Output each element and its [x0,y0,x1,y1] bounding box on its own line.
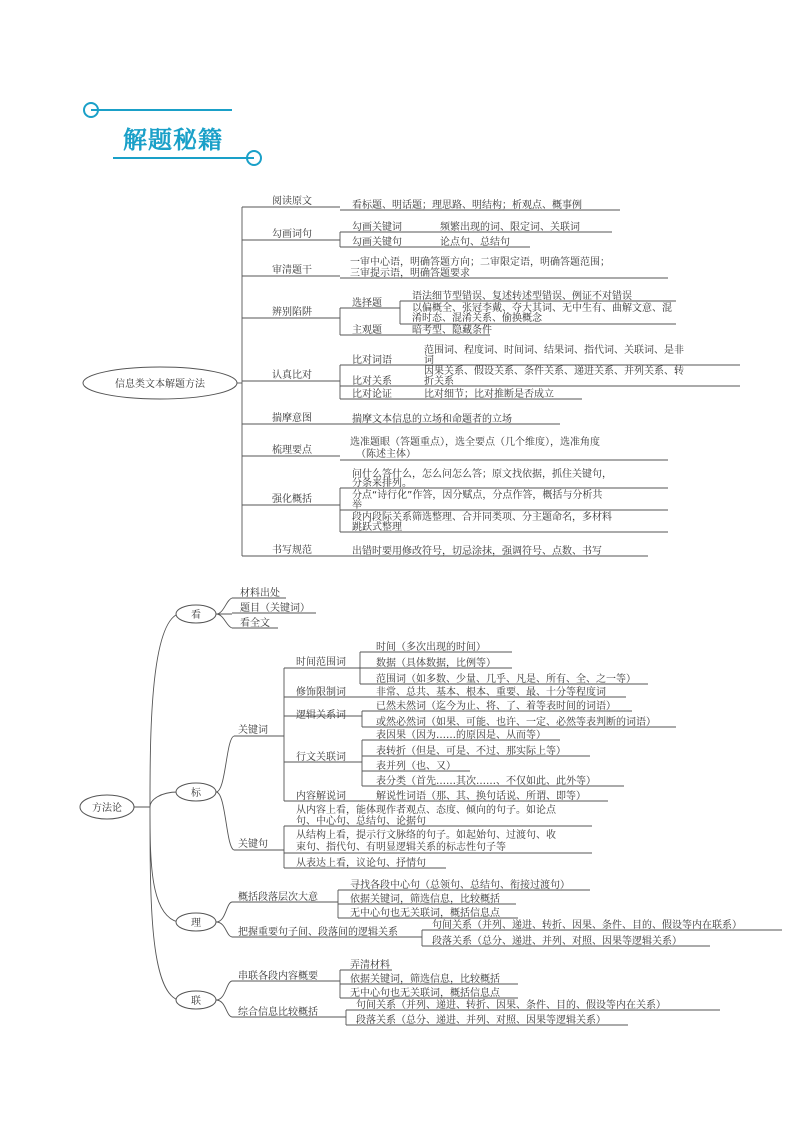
node-text: 看全文 [240,618,270,629]
page-title: 解题秘籍 [123,126,223,154]
branch-label: 阅读原文 [272,196,312,207]
item-text: 解说性词语（那、其、换句话说、所谓、即等） [376,791,586,802]
item-text: 非常、总共、基本、根本、重要、最、十分等程度词 [376,687,606,698]
item-text: 依据关键词，筛选信息，比较概括 [350,974,500,985]
node-label: 理 [191,918,201,929]
node-label: 看 [191,610,201,621]
sub-label: 比对词语 [352,355,392,366]
item-text: 段落关系（总分、递进、并列、对照、因果等逻辑关系） [356,1015,606,1026]
item-text: 表因果（因为……的原因是、从而等） [376,730,546,741]
item-text: 从表达上看，议论句、抒情句 [296,858,426,869]
item-text: 无中心句也无关联词，概括信息点 [350,988,500,999]
branch-label: 辨别陷阱 [272,307,312,318]
item-text: 表分类（首先……其次……、不仅如此、此外等） [376,776,596,787]
branch-text: 出错时要用修改符号，切忌涂抹，强调符号、点数、书写 [352,546,602,557]
sub-label: 综合信息比较概括 [238,1007,318,1018]
sub-label: 勾画关键词 [352,222,402,233]
branch-label: 审清题干 [272,265,312,276]
root-label: 信息类文本解题方法 [115,379,205,390]
sub-label: 串联各段内容概要 [238,971,318,982]
branch-text: 揣摩文本信息的立场和命题者的立场 [352,414,512,425]
item-text: 句、中心句、总结句、论据句 [296,816,426,827]
sub-label: 勾画关键句 [352,237,402,248]
sub-label: 概括段落层次大意 [238,892,318,903]
sub-label: 把握重要句子间、段落间的逻辑关系 [238,927,398,938]
item-text: 已然未然词（迄今为止、将、了、着等表时间的词语） [376,701,616,712]
branch-text: 选准题眼（答题重点），选全要点（几个维度），选准角度 [350,437,600,448]
item-text: 时间（多次出现的时间） [376,642,486,653]
item-text: 表转折（但是、可是、不过、那实际上等） [376,746,566,757]
sub-label: 时间范围词 [296,657,346,668]
item-text: 寻找各段中心句（总领句、总结句、衔接过渡句） [350,880,570,891]
sub-text: 举 [352,500,362,511]
sub-text: 论点句、总结句 [440,237,510,248]
branch-label: 梳理要点 [272,445,312,456]
sub-text: 因果关系、假设关系、条件关系、递进关系、并列关系、转 [424,366,684,377]
item-text: 从结构上看，提示行文脉络的句子。如起始句、过渡句、收 [296,830,556,841]
sub-label: 选择题 [352,298,382,309]
item-text: 从内容上看，能体现作者观点、态度、倾向的句子。如论点 [296,805,556,816]
sub-text: 分点“诗行化”作答，因分赋点，分点作答，概括与分析共 [352,490,603,501]
sub-text: 分条来排列。 [352,478,412,489]
sub-text: 暗考型、隐藏条件 [412,325,492,336]
item-text: 依据关键词，筛选信息，比较概括 [350,894,500,905]
item-text: 范围词（如多数、少量、几乎、凡是、所有、全、之一等） [376,674,636,685]
item-text: 或然必然词（如果、可能、也许、一定、必然等表判断的词语） [376,717,656,728]
node-text: 题目（关键词） [240,603,310,614]
sub-text: 段内段际关系筛选整理、合并同类项、分主题命名，多材料 [352,512,612,523]
node-label: 标 [191,788,201,799]
branch-label: 书写规范 [272,545,312,556]
node-text: 材料出处 [240,588,280,599]
branch-label: 认真比对 [272,370,312,381]
sub-label: 主观题 [352,325,382,336]
sub-text: 折关系 [424,376,454,387]
branch-text: 三审提示语，明确答题要求 [350,268,470,279]
item-text: 无中心句也无关联词，概括信息点 [350,908,500,919]
sub-text: 问什么答什么，怎么问怎么答；原文找依据，抓住关键句， [352,469,612,480]
branch-text: 看标题、明话题；理思路、明结构；析观点、概事例 [352,200,582,211]
item-text: 束句、指代句、有明显逻辑关系的标志性句子等 [296,842,506,853]
item-text: 句间关系（并列、递进、转折、因果、条件、目的、假设等内在关系） [356,1000,666,1011]
sub-text: 范围词、程度词、时间词、结果词、指代词、关联词、是非 [424,345,684,356]
sub-label: 内容解说词 [296,791,346,802]
sub-text: 淆时态、混淆关系、偷换概念 [412,313,542,324]
item-text: 表并列（也、又） [376,761,456,772]
branch-label: 勾画词句 [272,229,312,240]
node-label: 联 [191,996,201,1007]
sub-text: 以偏概全、张冠李戴、夺大其词、无中生有、曲解文意、混 [412,303,672,314]
root-label: 方法论 [92,803,122,814]
item-text: 数据（具体数据，比例等） [376,658,496,669]
sub-text: 频繁出现的词、限定词、关联词 [440,222,580,233]
branch-label: 强化概括 [272,494,312,505]
item-text: 段落关系（总分、递进、并列、对照、因果等逻辑关系） [432,936,682,947]
branch-label: 揣摩意图 [272,413,312,424]
sub-label: 比对关系 [352,376,392,387]
branch-text: 一审中心语，明确答题方向；二审限定语，明确答题范围； [350,257,610,268]
sub-label: 比对论证 [352,389,392,400]
branch-text: （陈述主体） [356,449,416,460]
sub-label: 修饰限制词 [296,687,346,698]
sub-label: 行文关联词 [296,752,346,763]
sub-text: 词 [424,355,434,366]
sub-text: 比对细节；比对推断是否成立 [424,389,554,400]
sub-text: 跳跃式整理 [352,522,402,533]
sub-label: 逻辑关系词 [296,710,346,721]
item-text: 句间关系（并列、递进、转折、因果、条件、目的、假设等内在联系） [432,920,742,931]
sub-label: 关键句 [238,839,268,850]
item-text: 弄清材料 [350,960,390,971]
sub-label: 关键词 [238,725,268,736]
sub-text: 语法细节型错误、复述转述型错误、例证不对错误 [412,291,632,302]
